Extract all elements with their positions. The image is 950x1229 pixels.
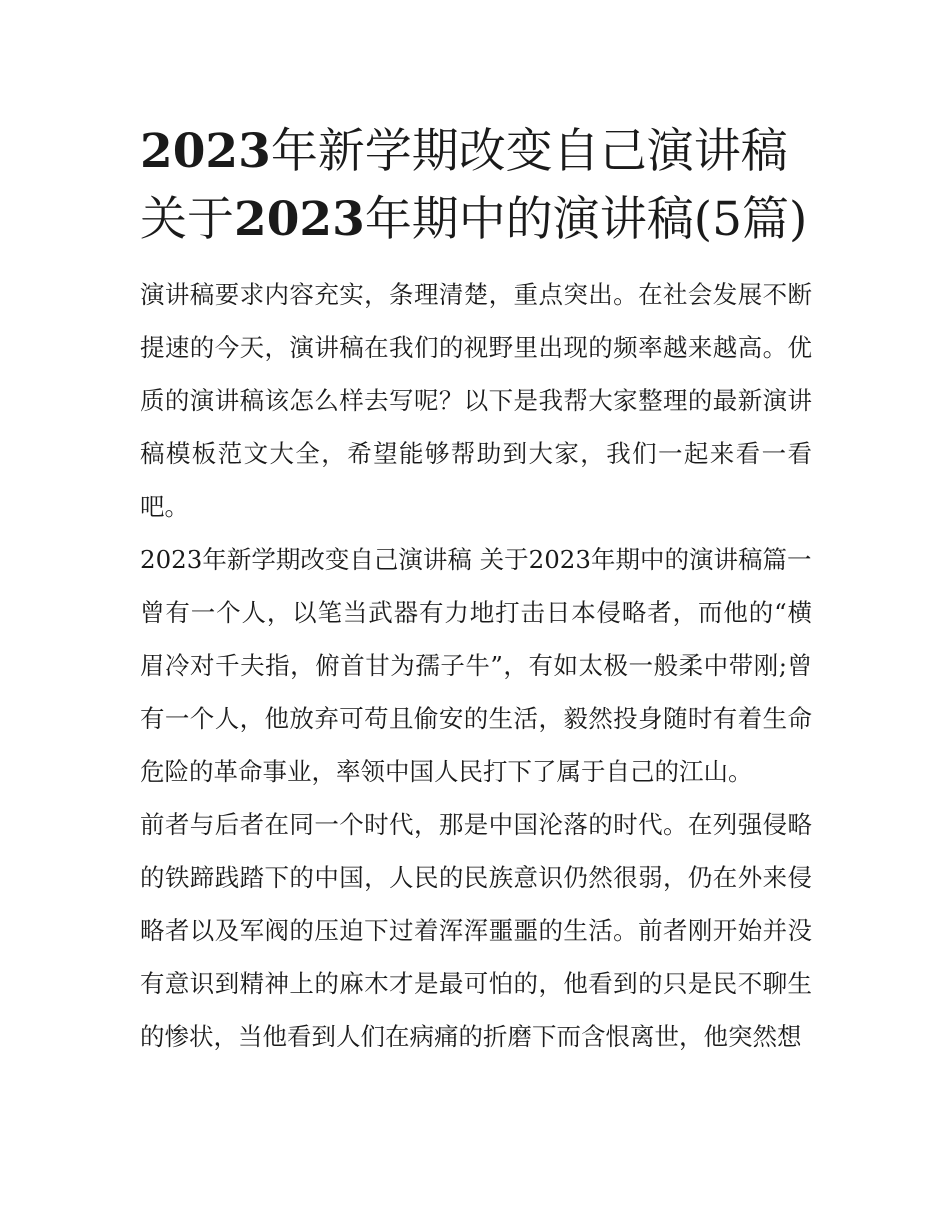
document-page (140, 118, 812, 1063)
body-paragraph-1: 曾有一个人，以笔当武器有力地打击日本侵略者，而他的“横眉冷对千夫指，俯首甘为孺子牛”，有如太极一般柔中带刚;曾有一个人，他放弃可苟且偷安的生活，毅然投身随时有着生命危险的革命事业，率领中国人民打下了属于自己的江山。 (140, 598, 812, 786)
section-heading: 2023年新学期改变自己演讲稿 关于2023年期中的演讲稿篇一 (140, 545, 812, 574)
title-text-1: 年新学期改变自己演讲稿关于 (140, 124, 788, 247)
title-year-2: 2023 (234, 192, 365, 247)
intro-paragraph: 演讲稿要求内容充实，条理清楚，重点突出。在社会发展不断提速的今天，演讲稿在我们的视野里出现的频率越来越高。优质的演讲稿该怎么样去写呢？以下是我帮大家整理的最新演讲稿模板范文大全，希望能够帮助到大家，我们一起来看一看吧。 (140, 280, 812, 521)
body-paragraph-2: 前者与后者在同一个时代，那是中国沦落的时代。在列强侵略的铁蹄践踏下的中国，人民的民族意识仍然很弱，仍在外来侵略者以及军阀的压迫下过着浑浑噩噩的生活。前者刚开始并没有意识到精神上的麻木才是最可怕的，他看到的只是民不聊生的惨状，当他看到人们在病痛的折磨下而含恨离世，他突然想 (140, 810, 812, 1051)
document-title (140, 118, 812, 254)
title-year-1: 2023 (140, 124, 271, 179)
title-text-2: 年期中的演讲稿(5篇) (364, 192, 808, 247)
